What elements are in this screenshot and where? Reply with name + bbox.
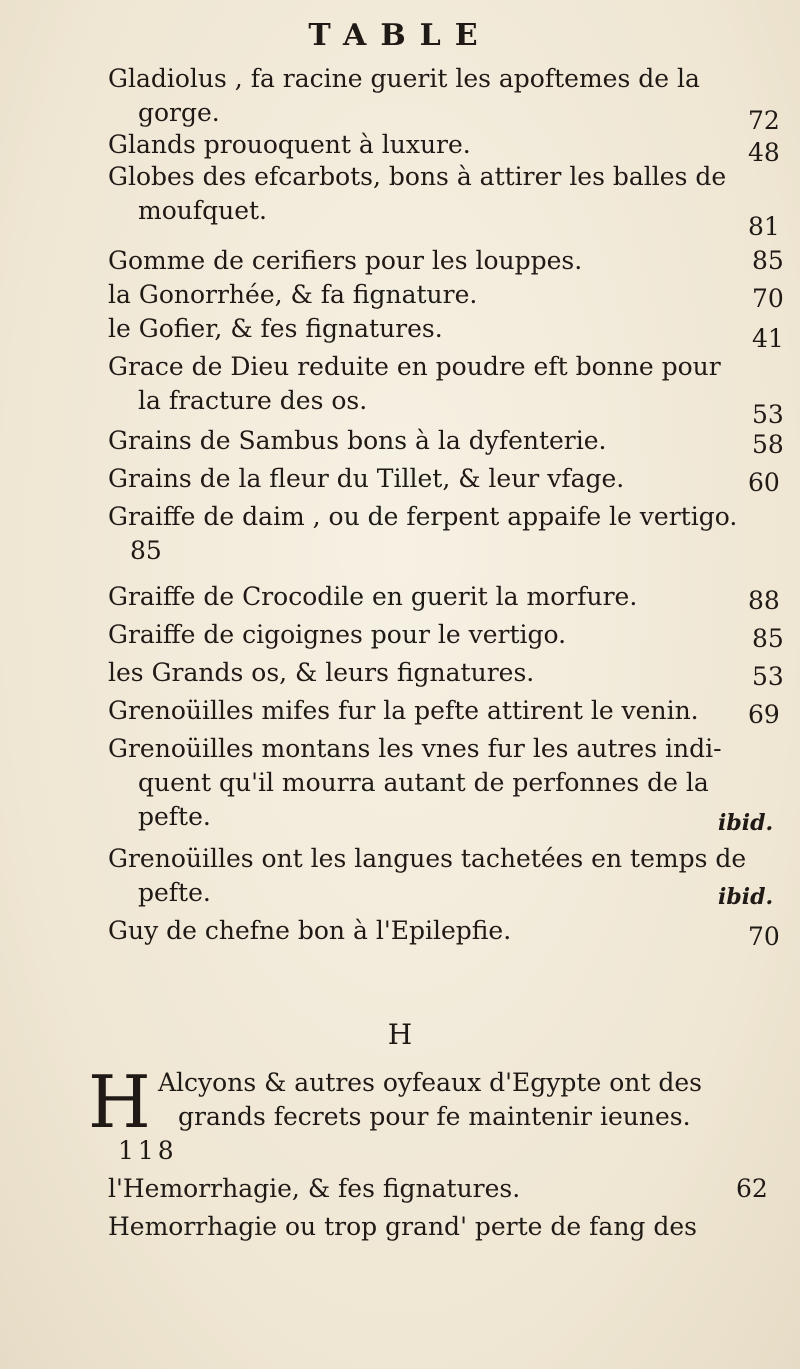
page-number: 60 [748,468,780,497]
index-entry-continuation: moufquet. [138,196,268,225]
index-entry: l'Hemorrhagie, & fes fignatures. [108,1174,521,1203]
page-number: 72 [748,106,780,135]
index-entry: Hemorrhagie ou trop grand' perte de fang des [108,1212,698,1241]
index-entry: les Grands os, & leurs fignatures. [108,658,535,687]
page-number: ibid. [718,884,774,910]
index-entry-continuation: la fracture des os. [138,386,368,415]
index-entry: Grenoüilles montans les vnes fur les autres indi- [108,734,722,763]
page-number: 62 [736,1174,768,1203]
page-header: TABLE [308,18,492,53]
index-entry-continuation: pefte. [138,802,211,831]
index-entry: la Gonorrhée, & fa fignature. [108,280,478,309]
index-entry: Gomme de cerifiers pour les louppes. [108,246,583,275]
index-entry: Grains de Sambus bons à la dyfenterie. [108,426,607,455]
index-entry-continuation: quent qu'il mourra autant de perfonnes de la [138,768,709,797]
page-number: 48 [748,138,780,167]
page-number: 41 [752,324,784,353]
page-number: 69 [748,700,780,729]
page-number: 85 [130,536,162,565]
page-number: ibid. [718,810,774,836]
page-number: 58 [752,430,784,459]
index-entry: Guy de chefne bon à l'Epilepfie. [108,916,512,945]
index-entry: Alcyons & autres oyfeaux d'Egypte ont des [158,1068,702,1097]
page-number: 70 [752,284,784,313]
page-number: 85 [752,624,784,653]
index-entry: Grenoüilles mifes fur la pefte attirent le venin. [108,696,699,725]
page-number: 88 [748,586,780,615]
index-entry-continuation: pefte. [138,878,211,907]
page-number: 53 [752,400,784,429]
index-entry: Gladiolus , fa racine guerit les apoftemes de la [108,64,700,93]
page-number: 70 [748,922,780,951]
page-number: 118 [118,1136,178,1165]
index-entry: Grace de Dieu reduite en poudre eft bonne pour [108,352,721,381]
index-entry: Graiffe de daim , ou de ferpent appaife le vertigo. [108,502,738,531]
index-entry: Grains de la fleur du Tillet, & leur vfage. [108,464,625,493]
page-number: 53 [752,662,784,691]
index-entry: Globes des efcarbots, bons à attirer les balles de [108,162,727,191]
index-entry: le Gofier, & fes fignatures. [108,314,443,343]
index-entry: Graiffe de cigoignes pour le vertigo. [108,620,567,649]
index-entry: Glands prouoquent à luxure. [108,130,471,159]
index-entry: Grenoüilles ont les langues tachetées en temps de [108,844,747,873]
index-entry-continuation: gorge. [138,98,220,127]
page-number: 85 [752,246,784,275]
page-number: 81 [748,212,780,241]
index-entry-continuation: grands fecrets pour fe maintenir ieunes. [178,1102,691,1131]
drop-cap: H [88,1060,151,1144]
index-entry: Graiffe de Crocodile en guerit la morfure. [108,582,638,611]
section-letter: H [387,1018,413,1051]
